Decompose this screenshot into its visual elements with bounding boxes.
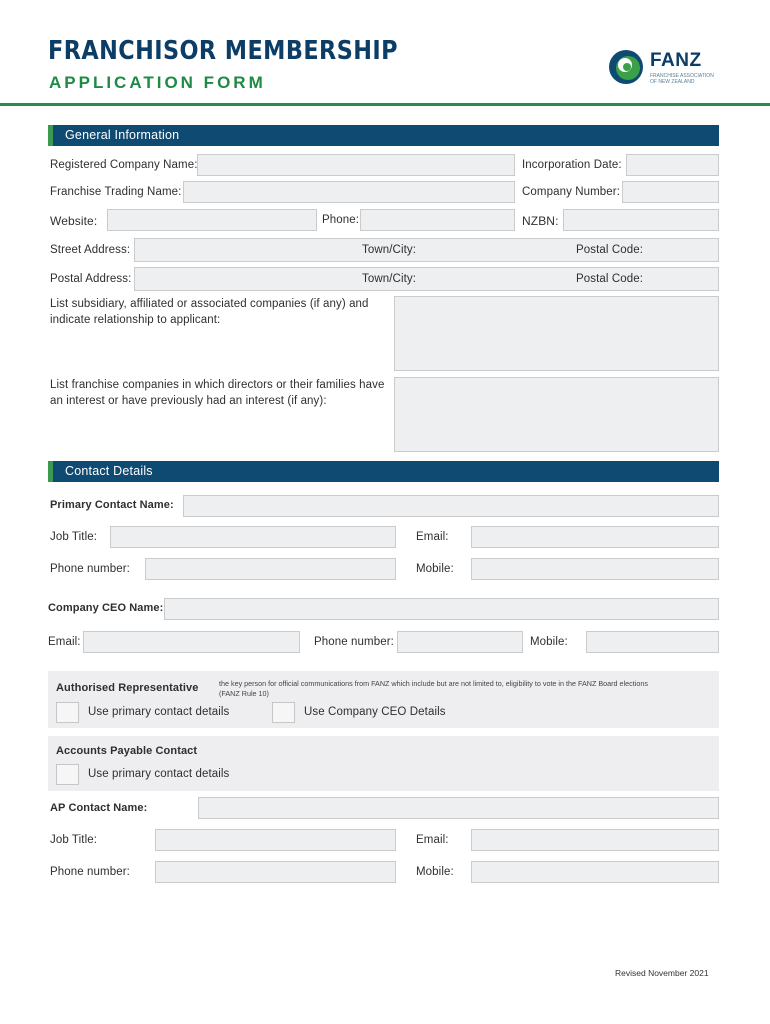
job-title-label: Job Title: bbox=[50, 531, 98, 543]
ap-phone-number-field[interactable] bbox=[155, 861, 396, 883]
ceo-phone-number-label: Phone number: bbox=[314, 636, 394, 648]
incorporation-date-label: Incorporation Date: bbox=[522, 159, 622, 171]
ap-contact-name-label: AP Contact Name: bbox=[50, 802, 148, 814]
franchise-companies-label-2: an interest or have previously had an interest (if any): bbox=[50, 395, 327, 407]
ap-job-title-label: Job Title: bbox=[50, 834, 98, 846]
fanz-logo-icon bbox=[607, 49, 647, 85]
registered-company-name-label: Registered Company Name: bbox=[50, 159, 198, 171]
registered-company-name-field[interactable] bbox=[197, 154, 515, 176]
town-city-label: Town/City: bbox=[362, 244, 417, 256]
franchise-companies-label: List franchise companies in which directors or their families have bbox=[50, 379, 385, 391]
ap-use-primary-contact-checkbox[interactable] bbox=[56, 764, 79, 785]
ceo-mobile-label: Mobile: bbox=[530, 636, 568, 648]
franchise-trading-name-label: Franchise Trading Name: bbox=[50, 186, 182, 198]
section-contact-details bbox=[48, 461, 719, 482]
nzbn-field[interactable] bbox=[563, 209, 719, 231]
website-label: Website: bbox=[50, 214, 98, 228]
incorporation-date-field[interactable] bbox=[626, 154, 719, 176]
ap-email-field[interactable] bbox=[471, 829, 719, 851]
header-rule bbox=[0, 103, 770, 106]
ap-phone-number-label: Phone number: bbox=[50, 866, 130, 878]
authorised-representative-title: Authorised Representative bbox=[56, 682, 199, 694]
ceo-phone-number-field[interactable] bbox=[397, 631, 523, 653]
primary-contact-name-label: Primary Contact Name: bbox=[50, 499, 174, 511]
ap-mobile-label: Mobile: bbox=[416, 866, 454, 878]
logo-text: FANZ bbox=[650, 50, 702, 71]
company-number-field[interactable] bbox=[622, 181, 719, 203]
phone-number-field[interactable] bbox=[145, 558, 396, 580]
ceo-email-label: Email: bbox=[48, 636, 81, 648]
ap-email-label: Email: bbox=[416, 834, 449, 846]
company-ceo-name-field[interactable] bbox=[164, 598, 719, 620]
ap-mobile-field[interactable] bbox=[471, 861, 719, 883]
postal-address-label: Postal Address: bbox=[50, 273, 132, 285]
company-ceo-name-label: Company CEO Name: bbox=[48, 602, 164, 614]
authorised-representative-note-rule: (FANZ Rule 10) bbox=[219, 689, 269, 698]
mobile-label: Mobile: bbox=[416, 563, 454, 575]
subsidiary-companies-textarea[interactable] bbox=[394, 296, 719, 371]
ceo-email-field[interactable] bbox=[83, 631, 300, 653]
email-field[interactable] bbox=[471, 526, 719, 548]
mobile-field[interactable] bbox=[471, 558, 719, 580]
job-title-field[interactable] bbox=[110, 526, 396, 548]
ap-job-title-field[interactable] bbox=[155, 829, 396, 851]
company-number-label: Company Number: bbox=[522, 186, 621, 198]
town-city-label: Town/City: bbox=[362, 273, 417, 285]
form-title: FRANCHISOR MEMBERSHIP bbox=[48, 36, 398, 66]
phone-field[interactable] bbox=[360, 209, 515, 231]
section-general-information bbox=[48, 125, 719, 146]
phone-label: Phone: bbox=[322, 214, 360, 226]
postal-code-label: Postal Code: bbox=[576, 244, 644, 256]
ap-contact-name-field[interactable] bbox=[198, 797, 719, 819]
primary-contact-name-field[interactable] bbox=[183, 495, 719, 517]
phone-number-label: Phone number: bbox=[50, 563, 130, 575]
authorised-representative-note: the key person for official communications from FANZ which include but are not limited to, eligibility to vote in the FANZ Board elections bbox=[219, 679, 648, 688]
franchise-trading-name-field[interactable] bbox=[183, 181, 515, 203]
nzbn-label: NZBN: bbox=[522, 214, 559, 228]
email-label: Email: bbox=[416, 531, 449, 543]
subsidiary-companies-label: List subsidiary, affiliated or associated companies (if any) and bbox=[50, 298, 369, 310]
use-ceo-details-checkbox[interactable] bbox=[272, 702, 295, 723]
subsidiary-companies-label-2: indicate relationship to applicant: bbox=[50, 314, 221, 326]
franchise-companies-textarea[interactable] bbox=[394, 377, 719, 452]
section-title: Contact Details bbox=[65, 464, 153, 478]
ceo-mobile-field[interactable] bbox=[586, 631, 719, 653]
section-title: General Information bbox=[65, 128, 180, 142]
logo-subtext: FRANCHISE ASSOCIATION OF NEW ZEALAND bbox=[650, 73, 714, 85]
ap-use-primary-contact-label: Use primary contact details bbox=[88, 768, 230, 780]
use-ceo-details-label: Use Company CEO Details bbox=[304, 706, 446, 718]
postal-code-label: Postal Code: bbox=[576, 273, 644, 285]
form-subtitle: APPLICATION FORM bbox=[49, 73, 266, 92]
revision-date: Revised November 2021 bbox=[615, 968, 709, 978]
use-primary-contact-checkbox[interactable] bbox=[56, 702, 79, 723]
website-field[interactable] bbox=[107, 209, 317, 231]
use-primary-contact-label: Use primary contact details bbox=[88, 706, 230, 718]
accounts-payable-title: Accounts Payable Contact bbox=[56, 745, 198, 757]
street-address-label: Street Address: bbox=[50, 244, 131, 256]
